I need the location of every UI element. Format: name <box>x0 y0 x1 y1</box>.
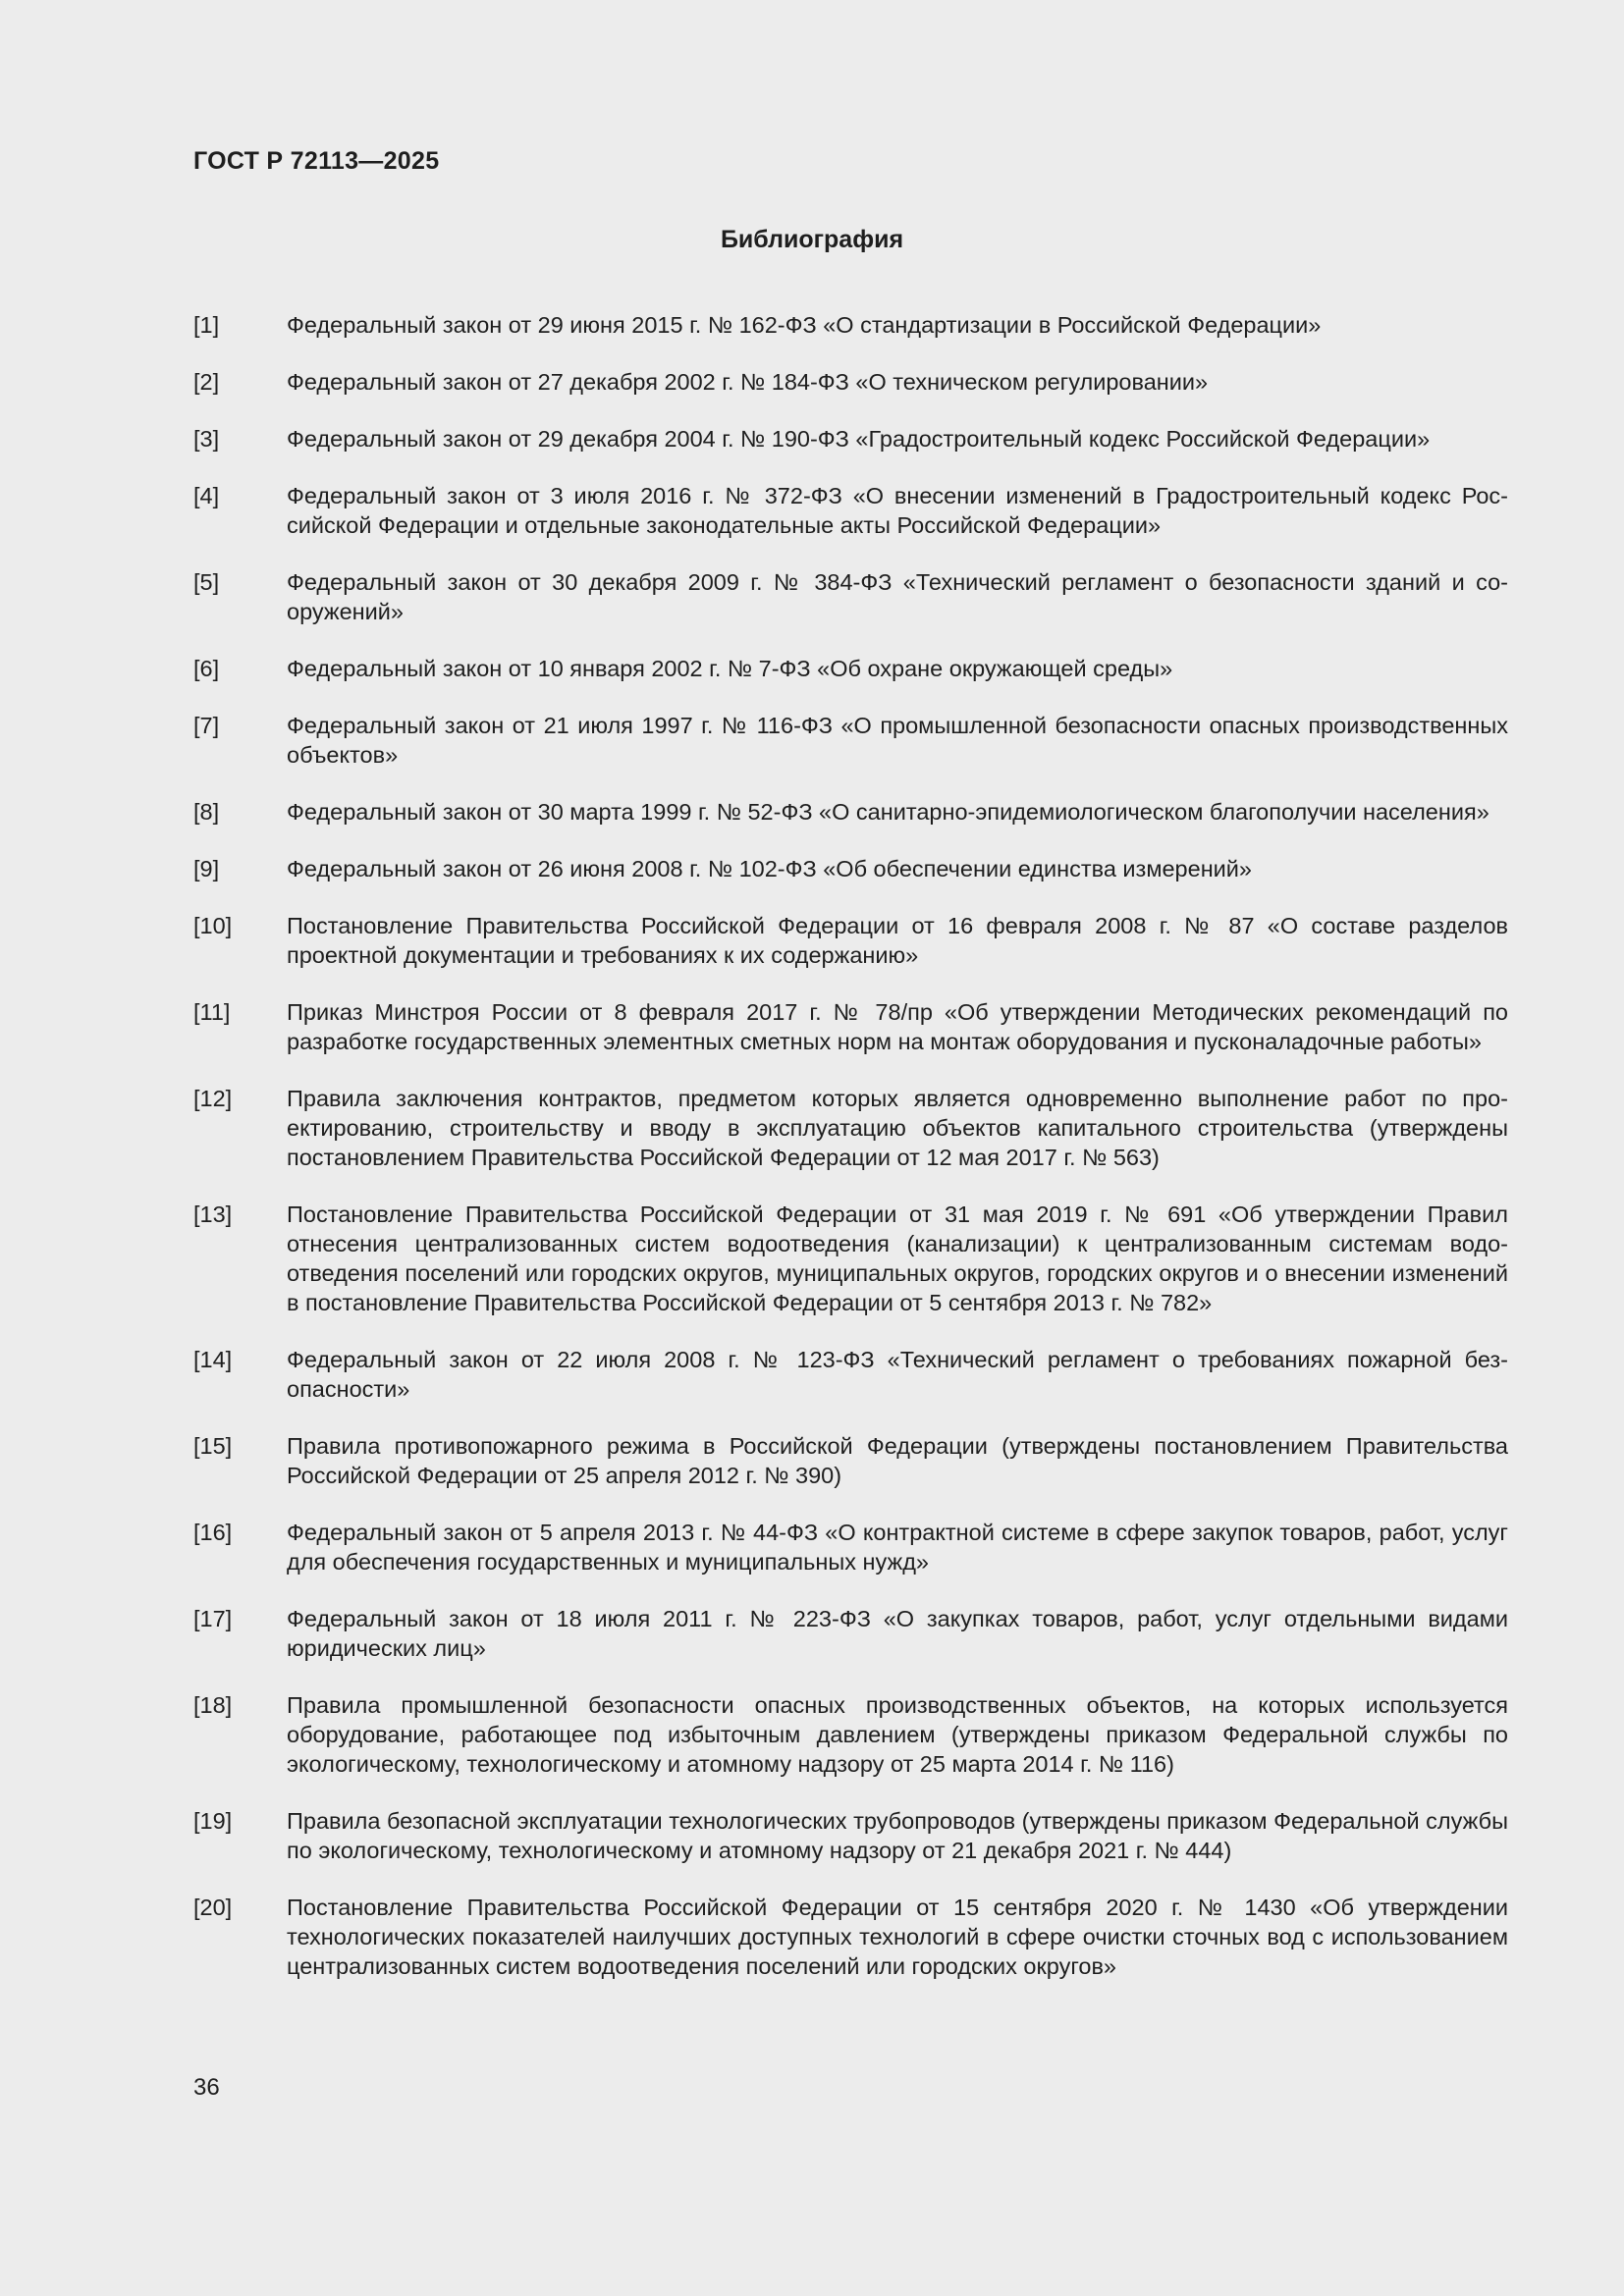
reference-text: Правила заключения контрактов, предметом которых является одновременно выполнение работ по проектированию, строительству и вводу в эксплуатацию объектов капитального строительства (утверждены постановлением Правительства Российской Федерации от 12 мая 2017 г. № 563) <box>287 1086 1508 1170</box>
reference-number: [16] <box>193 1520 233 1545</box>
bibliography-item <box>193 1084 1508 1172</box>
reference-number: [18] <box>193 1692 233 1718</box>
bibliography-item <box>193 481 1508 540</box>
reference-number: [9] <box>193 856 220 881</box>
bibliography-item <box>193 1806 1508 1865</box>
reference-text: Федеральный закон от 21 июля 1997 г. № 116-ФЗ «О промышленной безопасности опасных производственных объектов» <box>287 713 1508 768</box>
reference-number: [1] <box>193 312 220 338</box>
reference-text: Постановление Правительства Российской Федерации от 15 сентября 2020 г. № 1430 «Об утверждении технологических показателей наилучших доступных технологий в сфере очистки сточных вод с использованием централизованных систем водоотведения поселений или городских округов» <box>287 1895 1508 1979</box>
reference-text: Постановление Правительства Российской Федерации от 16 февраля 2008 г. № 87 «О составе разделов проектной документации и требованиях к их содержанию» <box>287 913 1508 968</box>
bibliography-item <box>193 1690 1508 1779</box>
bibliography-item <box>193 367 1508 397</box>
reference-text: Постановление Правительства Российской Федерации от 31 мая 2019 г. № 691 «Об утверждении Правил отнесения централизованных систем водоотведения (канализации) к централизованным системам водоотведения поселений или городских округов, муниципальных округов, городских округов и о внесении изменений в постановление Правительства Российской Федерации от 5 сентября 2013 г. № 782» <box>287 1201 1508 1315</box>
bibliography-item <box>193 711 1508 770</box>
reference-number: [14] <box>193 1347 233 1372</box>
reference-text: Федеральный закон от 18 июля 2011 г. № 223-ФЗ «О закупках товаров, работ, услуг отдельными видами юридических лиц» <box>287 1606 1508 1661</box>
reference-number: [19] <box>193 1808 233 1834</box>
bibliography-item <box>193 1604 1508 1663</box>
reference-number: [11] <box>193 999 231 1025</box>
reference-number: [6] <box>193 656 220 681</box>
reference-number: [3] <box>193 426 220 452</box>
reference-number: [7] <box>193 713 220 738</box>
bibliography-item <box>193 654 1508 683</box>
reference-number: [4] <box>193 483 220 508</box>
bibliography-item <box>193 854 1508 883</box>
reference-text: Федеральный закон от 26 июня 2008 г. № 102-ФЗ «Об обеспечении единства измерений» <box>287 856 1252 881</box>
reference-text: Приказ Минстроя России от 8 февраля 2017 г. № 78/пр «Об утверждении Методических рекомендаций по разработке государственных элементных сметных норм на монтаж оборудования и пусконаладочные работы» <box>287 999 1508 1054</box>
bibliography-item <box>193 1431 1508 1490</box>
bibliography-item <box>193 797 1508 827</box>
bibliography-list <box>193 310 1508 2008</box>
reference-number: [2] <box>193 369 220 395</box>
bibliography-item <box>193 1200 1508 1317</box>
reference-number: [17] <box>193 1606 233 1631</box>
reference-number: [13] <box>193 1201 233 1227</box>
reference-text: Федеральный закон от 30 декабря 2009 г. № 384-ФЗ «Технический регламент о безопасности зданий и сооружений» <box>287 569 1508 624</box>
reference-text: Федеральный закон от 3 июля 2016 г. № 372-ФЗ «О внесении изменений в Градостроительный кодекс Российской Федерации и отдельные законодательные акты Российской Федерации» <box>287 483 1508 538</box>
reference-number: [20] <box>193 1895 233 1920</box>
bibliography-item <box>193 1345 1508 1404</box>
bibliography-item <box>193 1518 1508 1576</box>
bibliography-item <box>193 911 1508 970</box>
reference-number: [8] <box>193 799 220 825</box>
standard-code-header: ГОСТ Р 72113—2025 <box>193 147 440 175</box>
page-number: 36 <box>193 2074 220 2101</box>
reference-number: [12] <box>193 1086 233 1111</box>
reference-text: Федеральный закон от 22 июля 2008 г. № 123-ФЗ «Технический регламент о требованиях пожарной безопасности» <box>287 1347 1508 1402</box>
bibliography-item <box>193 567 1508 626</box>
reference-number: [10] <box>193 913 233 938</box>
reference-text: Правила противопожарного режима в Российской Федерации (утверждены постановлением Правительства Российской Федерации от 25 апреля 2012 г. № 390) <box>287 1433 1508 1488</box>
reference-text: Федеральный закон от 29 декабря 2004 г. № 190-ФЗ «Градостроительный кодекс Российской Федерации» <box>287 426 1431 452</box>
bibliography-item <box>193 424 1508 454</box>
reference-text: Федеральный закон от 5 апреля 2013 г. № 44-ФЗ «О контрактной системе в сфере закупок товаров, работ, услуг для обеспечения государственных и муниципальных нужд» <box>287 1520 1508 1575</box>
reference-text: Правила промышленной безопасности опасных производственных объектов, на которых используется оборудование, работающее под избыточным давлением (утверждены приказом Федеральной службы по экологическому, технологическому и атомному надзору от 25 марта 2014 г. № 116) <box>287 1692 1508 1777</box>
reference-number: [5] <box>193 569 220 595</box>
bibliography-item <box>193 997 1508 1056</box>
reference-text: Федеральный закон от 10 января 2002 г. № 7-ФЗ «Об охране окружающей среды» <box>287 656 1173 681</box>
section-title: Библиография <box>720 226 904 253</box>
reference-text: Федеральный закон от 27 декабря 2002 г. № 184-ФЗ «О техническом регулировании» <box>287 369 1209 395</box>
reference-text: Федеральный закон от 29 июня 2015 г. № 162-ФЗ «О стандартизации в Российской Федерации» <box>287 312 1322 338</box>
reference-number: [15] <box>193 1433 233 1459</box>
bibliography-item <box>193 1893 1508 1981</box>
reference-text: Федеральный закон от 30 марта 1999 г. № 52-ФЗ «О санитарно-эпидемиологическом благополучии населения» <box>287 799 1489 825</box>
reference-text: Правила безопасной эксплуатации технологических трубопроводов (утверждены приказом Федеральной службы по экологическому, технологическому и атомному надзору от 21 декабря 2021 г. № 444) <box>287 1808 1508 1863</box>
bibliography-item <box>193 310 1508 340</box>
